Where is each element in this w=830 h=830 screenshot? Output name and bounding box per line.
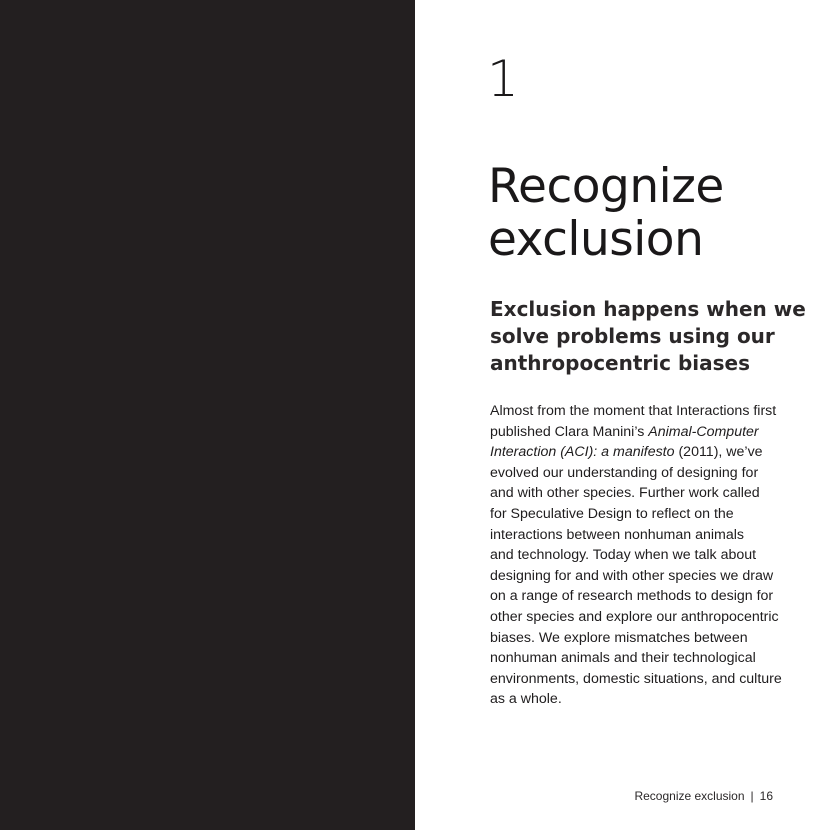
body-line — [490, 566, 806, 587]
body-text-run: and technology. Today when we talk about — [490, 547, 757, 564]
subtitle-line: Exclusion happens when we — [490, 297, 806, 321]
body-text-run: nonhuman animals and their technological — [490, 650, 756, 667]
body-text-run: as a whole. — [490, 691, 562, 708]
body-italic-run: Interaction (ACI): a manifesto — [490, 444, 675, 461]
body-line — [490, 628, 806, 649]
body-line — [490, 463, 806, 484]
body-text-run: and with other species. Further work called — [490, 485, 760, 502]
page-footer — [634, 788, 773, 804]
subtitle-line: anthropocentric biases — [490, 351, 750, 375]
body-line — [490, 401, 806, 422]
chapter-number: 1 — [487, 50, 519, 108]
body-text-run: evolved our understanding of designing for — [490, 464, 759, 481]
chapter-title-line: exclusion — [488, 212, 704, 267]
body-paragraph — [490, 401, 806, 710]
chapter-title-line: Recognize — [488, 159, 724, 214]
body-line — [490, 442, 806, 463]
body-text-run: designing for and with other species we draw — [490, 567, 774, 584]
body-line — [490, 525, 806, 546]
body-italic-run: Animal-Computer — [648, 423, 759, 440]
body-line — [490, 689, 806, 710]
page-number: 16 — [759, 789, 773, 803]
body-line — [490, 648, 806, 669]
footer-section-title: Recognize exclusion — [634, 789, 745, 803]
body-text-run: published Clara Manini’s — [490, 423, 649, 440]
footer-separator: | — [750, 789, 754, 803]
subtitle-line: solve problems using our — [490, 324, 775, 348]
body-line — [490, 504, 806, 525]
body-line — [490, 545, 806, 566]
body-text-run: other species and explore our anthropocentric — [490, 608, 779, 625]
body-text-run: for Speculative Design to reflect on the — [490, 505, 734, 522]
body-text-run: interactions between nonhuman animals — [490, 526, 744, 543]
body-line — [490, 607, 806, 628]
body-line — [490, 483, 806, 504]
body-line — [490, 669, 806, 690]
body-text-run: (2011), we’ve — [674, 444, 763, 461]
body-line — [490, 422, 806, 443]
body-text-run: environments, domestic situations, and culture — [490, 670, 782, 687]
body-text-run: on a range of research methods to design for — [490, 588, 774, 605]
body-line — [490, 586, 806, 607]
body-text-run: Almost from the moment that Interactions first — [490, 403, 777, 419]
body-text-run: biases. We explore mismatches between — [490, 629, 748, 646]
chapter-title — [488, 160, 808, 266]
chapter-subtitle — [490, 296, 810, 377]
